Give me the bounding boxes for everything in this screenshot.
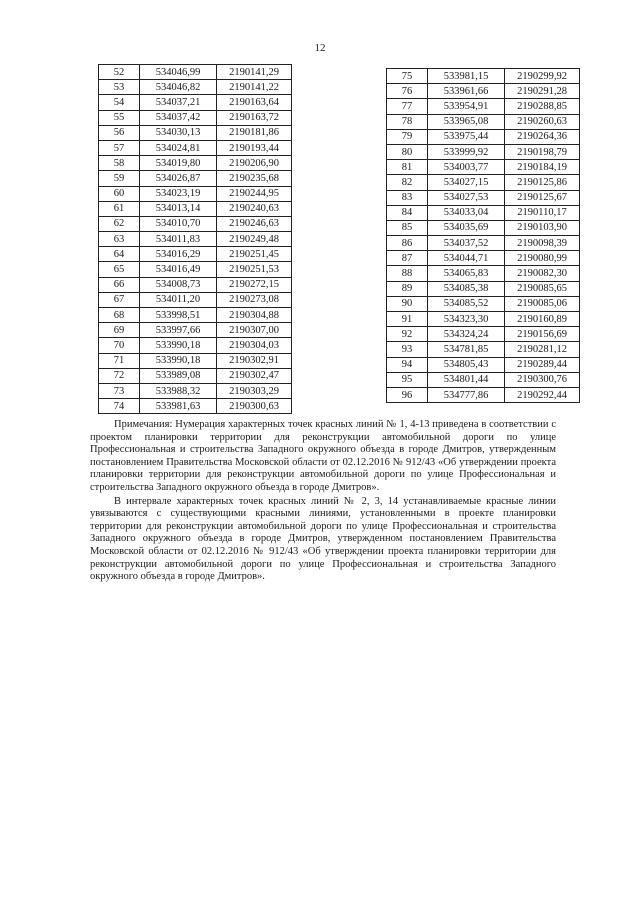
note-paragraph-1: Примечания: Нумерация характерных точек красных линий № 1, 4-13 приведена в соответствии с проектом планировки территории для реконструкции автомобильной дороги по улице Профессиональная и строительства Западного окружного объезда в городе Дмитров, утвержденным постановлением Правительства Московской области от 02.12.2016 № 912/43 «Об утверждении проекта планировки территории для реконструкции автомобильной дороги по улице Профессиональная и строительства Западного окружного объезда в городе Дмитров». xyxy=(90,419,556,493)
coordinate-x: 534035,69 xyxy=(428,220,505,235)
table-row xyxy=(99,140,292,155)
coordinate-y: 2190304,88 xyxy=(217,308,292,323)
table-row xyxy=(99,277,292,292)
coordinate-y: 2190085,06 xyxy=(505,296,580,311)
table-row xyxy=(99,399,292,414)
coordinates-table-left xyxy=(98,64,292,414)
coordinate-y: 2190181,86 xyxy=(217,125,292,140)
coordinate-x: 534011,83 xyxy=(140,232,217,247)
table-row xyxy=(99,262,292,277)
coordinate-x: 534037,21 xyxy=(140,95,217,110)
coordinate-x: 534019,80 xyxy=(140,156,217,171)
coordinate-x: 533961,66 xyxy=(428,84,505,99)
note-paragraph-2: В интервале характерных точек красных линий № 2, 3, 14 устанавливаемые красные линии увязываются с существующими красными линиями, установленными в проекте планировки территории для реконструкции автомобильной дороги по улице Профессиональная и строительства Западного окружного объезда в городе Дмитров, утвержденном постановлением Правительства Московской области от 02.12.2016 № 912/43 «Об утверждении проекта планировки территории для реконструкции автомобильной дороги по улице Профессиональная и строительства Западного окружного объезда в городе Дмитров». xyxy=(90,495,556,583)
coordinate-x: 533990,18 xyxy=(140,338,217,353)
coordinate-x: 534016,29 xyxy=(140,247,217,262)
table-row xyxy=(387,220,580,235)
table-row xyxy=(387,129,580,144)
coordinate-y: 2190103,90 xyxy=(505,220,580,235)
point-number: 81 xyxy=(387,160,428,175)
coordinate-x: 534033,04 xyxy=(428,205,505,220)
coordinate-y: 2190080,99 xyxy=(505,251,580,266)
coordinate-x: 534023,19 xyxy=(140,186,217,201)
coordinate-y: 2190085,65 xyxy=(505,281,580,296)
coordinate-y: 2190292,44 xyxy=(505,387,580,402)
coordinate-y: 2190160,89 xyxy=(505,312,580,327)
table-row xyxy=(99,353,292,368)
coordinate-y: 2190110,17 xyxy=(505,205,580,220)
coordinate-x: 533981,63 xyxy=(140,399,217,414)
point-number: 52 xyxy=(99,65,140,80)
coordinate-x: 534044,71 xyxy=(428,251,505,266)
point-number: 58 xyxy=(99,156,140,171)
coordinate-x: 534781,85 xyxy=(428,342,505,357)
coordinate-x: 534003,77 xyxy=(428,160,505,175)
coordinate-x: 533975,44 xyxy=(428,129,505,144)
table-row xyxy=(99,201,292,216)
table-row xyxy=(387,205,580,220)
table-row xyxy=(387,190,580,205)
table-row xyxy=(387,357,580,372)
coordinate-y: 2190307,00 xyxy=(217,323,292,338)
table-row xyxy=(99,308,292,323)
table-row xyxy=(387,372,580,387)
coordinate-y: 2190302,91 xyxy=(217,353,292,368)
coordinate-y: 2190264,36 xyxy=(505,129,580,144)
coordinate-y: 2190246,63 xyxy=(217,216,292,231)
table-row xyxy=(387,236,580,251)
coordinate-x: 534777,86 xyxy=(428,387,505,402)
coordinate-x: 533965,08 xyxy=(428,114,505,129)
point-number: 53 xyxy=(99,80,140,95)
point-number: 65 xyxy=(99,262,140,277)
point-number: 95 xyxy=(387,372,428,387)
coordinate-x: 533997,66 xyxy=(140,323,217,338)
point-number: 74 xyxy=(99,399,140,414)
coordinate-x: 533999,92 xyxy=(428,144,505,159)
coordinate-x: 533988,32 xyxy=(140,383,217,398)
table-row xyxy=(387,296,580,311)
point-number: 90 xyxy=(387,296,428,311)
coordinate-y: 2190098,39 xyxy=(505,236,580,251)
point-number: 83 xyxy=(387,190,428,205)
coordinate-x: 534030,13 xyxy=(140,125,217,140)
table-row xyxy=(387,342,580,357)
coordinate-x: 534037,52 xyxy=(428,236,505,251)
coordinate-y: 2190300,76 xyxy=(505,372,580,387)
table-row xyxy=(99,186,292,201)
table-row xyxy=(99,338,292,353)
coordinate-y: 2190141,22 xyxy=(217,80,292,95)
point-number: 76 xyxy=(387,84,428,99)
coordinate-x: 533989,08 xyxy=(140,368,217,383)
coordinate-x: 533990,18 xyxy=(140,353,217,368)
coordinate-x: 534011,20 xyxy=(140,292,217,307)
coordinate-y: 2190249,48 xyxy=(217,232,292,247)
point-number: 57 xyxy=(99,140,140,155)
table-row xyxy=(387,69,580,84)
point-number: 70 xyxy=(99,338,140,353)
coordinate-x: 534026,87 xyxy=(140,171,217,186)
table-row xyxy=(99,95,292,110)
table-row xyxy=(387,99,580,114)
point-number: 87 xyxy=(387,251,428,266)
coordinate-y: 2190299,92 xyxy=(505,69,580,84)
point-number: 54 xyxy=(99,95,140,110)
coordinate-y: 2190206,90 xyxy=(217,156,292,171)
table-row xyxy=(99,80,292,95)
coordinate-y: 2190251,53 xyxy=(217,262,292,277)
table-row xyxy=(99,110,292,125)
coordinate-y: 2190291,28 xyxy=(505,84,580,99)
coordinate-x: 533954,91 xyxy=(428,99,505,114)
table-row xyxy=(387,160,580,175)
coordinate-x: 534323,30 xyxy=(428,312,505,327)
coordinate-x: 534324,24 xyxy=(428,327,505,342)
table-row xyxy=(387,312,580,327)
coordinate-y: 2190281,12 xyxy=(505,342,580,357)
coordinate-y: 2190273,08 xyxy=(217,292,292,307)
coordinate-y: 2190163,64 xyxy=(217,95,292,110)
table-row xyxy=(387,327,580,342)
point-number: 61 xyxy=(99,201,140,216)
table-row xyxy=(99,247,292,262)
coordinate-y: 2190302,47 xyxy=(217,368,292,383)
point-number: 79 xyxy=(387,129,428,144)
coordinate-x: 533998,51 xyxy=(140,308,217,323)
coordinate-x: 534016,49 xyxy=(140,262,217,277)
coordinate-x: 534085,52 xyxy=(428,296,505,311)
table-row xyxy=(99,216,292,231)
point-number: 77 xyxy=(387,99,428,114)
point-number: 89 xyxy=(387,281,428,296)
point-number: 63 xyxy=(99,232,140,247)
table-row xyxy=(99,292,292,307)
point-number: 66 xyxy=(99,277,140,292)
coordinate-y: 2190300,63 xyxy=(217,399,292,414)
point-number: 78 xyxy=(387,114,428,129)
coordinate-x: 534046,82 xyxy=(140,80,217,95)
table-row xyxy=(387,175,580,190)
coordinates-table-right xyxy=(386,68,580,403)
point-number: 71 xyxy=(99,353,140,368)
coordinate-y: 2190156,69 xyxy=(505,327,580,342)
coordinate-y: 2190244,95 xyxy=(217,186,292,201)
coordinate-y: 2190141,29 xyxy=(217,65,292,80)
point-number: 75 xyxy=(387,69,428,84)
table-row xyxy=(387,281,580,296)
coordinate-x: 534027,15 xyxy=(428,175,505,190)
point-number: 67 xyxy=(99,292,140,307)
notes-section xyxy=(90,419,556,585)
coordinate-y: 2190251,45 xyxy=(217,247,292,262)
point-number: 68 xyxy=(99,308,140,323)
table-row xyxy=(387,266,580,281)
coordinate-x: 534085,38 xyxy=(428,281,505,296)
table-row xyxy=(99,368,292,383)
coordinate-x: 533981,15 xyxy=(428,69,505,84)
coordinate-x: 534805,43 xyxy=(428,357,505,372)
coordinate-x: 534008,73 xyxy=(140,277,217,292)
point-number: 64 xyxy=(99,247,140,262)
table-row xyxy=(99,125,292,140)
coordinate-y: 2190303,29 xyxy=(217,383,292,398)
coordinate-y: 2190272,15 xyxy=(217,277,292,292)
point-number: 72 xyxy=(99,368,140,383)
coordinate-x: 534065,83 xyxy=(428,266,505,281)
point-number: 60 xyxy=(99,186,140,201)
coordinate-y: 2190193,44 xyxy=(217,140,292,155)
table-row xyxy=(99,156,292,171)
coordinate-y: 2190240,63 xyxy=(217,201,292,216)
point-number: 91 xyxy=(387,312,428,327)
point-number: 55 xyxy=(99,110,140,125)
coordinate-x: 534046,99 xyxy=(140,65,217,80)
coordinate-y: 2190288,85 xyxy=(505,99,580,114)
coordinate-y: 2190304,03 xyxy=(217,338,292,353)
point-number: 88 xyxy=(387,266,428,281)
point-number: 94 xyxy=(387,357,428,372)
table-row xyxy=(99,232,292,247)
coordinate-x: 534801,44 xyxy=(428,372,505,387)
coordinate-y: 2190125,67 xyxy=(505,190,580,205)
table-row xyxy=(99,383,292,398)
table-row xyxy=(387,251,580,266)
point-number: 80 xyxy=(387,144,428,159)
point-number: 84 xyxy=(387,205,428,220)
coordinate-y: 2190289,44 xyxy=(505,357,580,372)
coordinate-x: 534037,42 xyxy=(140,110,217,125)
coordinate-x: 534010,70 xyxy=(140,216,217,231)
coordinate-x: 534027,53 xyxy=(428,190,505,205)
point-number: 56 xyxy=(99,125,140,140)
coordinate-y: 2190235,68 xyxy=(217,171,292,186)
point-number: 92 xyxy=(387,327,428,342)
point-number: 86 xyxy=(387,236,428,251)
table-row xyxy=(387,144,580,159)
coordinate-y: 2190163,72 xyxy=(217,110,292,125)
table-row xyxy=(99,171,292,186)
coordinate-x: 534024,81 xyxy=(140,140,217,155)
coordinate-y: 2190082,30 xyxy=(505,266,580,281)
coordinate-y: 2190125,86 xyxy=(505,175,580,190)
point-number: 59 xyxy=(99,171,140,186)
page-number: 12 xyxy=(314,42,326,54)
point-number: 93 xyxy=(387,342,428,357)
coordinate-x: 534013,14 xyxy=(140,201,217,216)
table-row xyxy=(387,84,580,99)
point-number: 62 xyxy=(99,216,140,231)
coordinate-y: 2190198,79 xyxy=(505,144,580,159)
point-number: 96 xyxy=(387,387,428,402)
table-row xyxy=(387,387,580,402)
point-number: 82 xyxy=(387,175,428,190)
point-number: 69 xyxy=(99,323,140,338)
coordinate-y: 2190260,63 xyxy=(505,114,580,129)
table-row xyxy=(387,114,580,129)
point-number: 85 xyxy=(387,220,428,235)
coordinate-y: 2190184,19 xyxy=(505,160,580,175)
table-row xyxy=(99,65,292,80)
point-number: 73 xyxy=(99,383,140,398)
table-row xyxy=(99,323,292,338)
